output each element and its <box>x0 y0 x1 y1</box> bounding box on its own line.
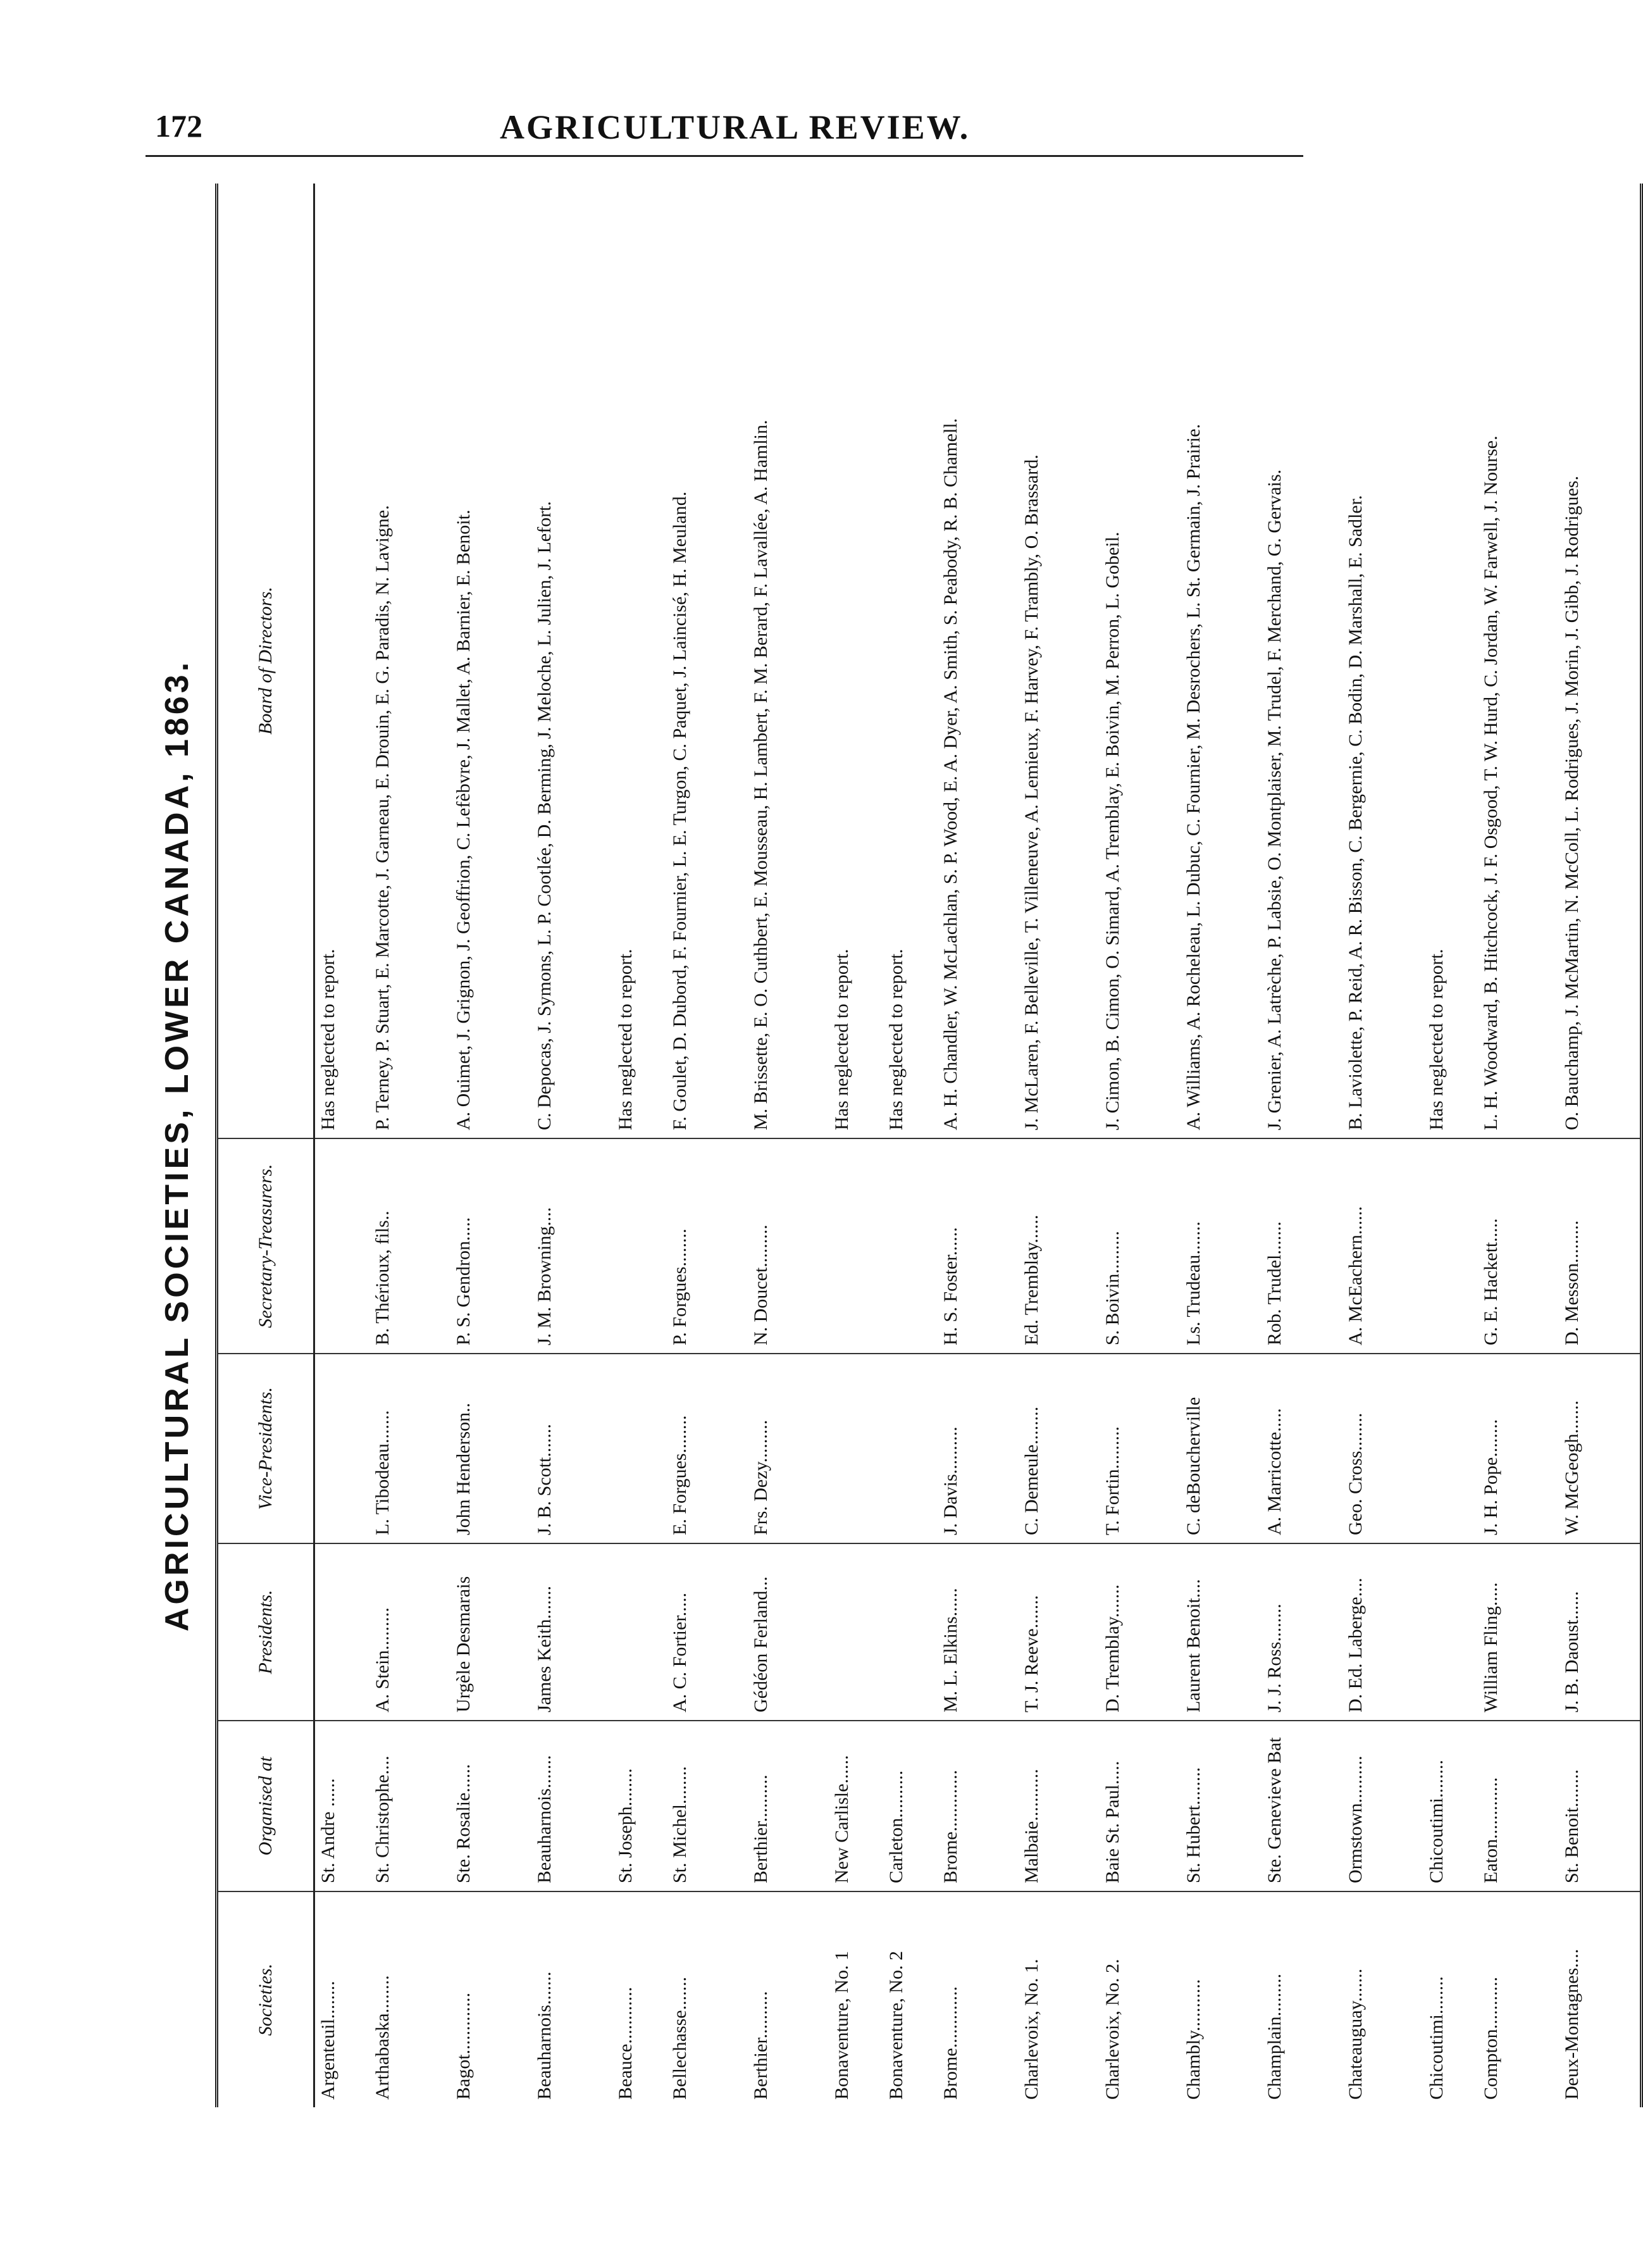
secretary-cell <box>883 1139 938 1354</box>
president-cell: William Fling..... <box>1478 1544 1559 1721</box>
president-cell <box>883 1544 938 1721</box>
organised-cell: St. Andre ...... <box>315 1721 369 1892</box>
board-cell: A. Ouimet, J. Grignon, J. Geoffrion, C. Lefèbvre, J. Mallet, A. Barnier, E. Benoit. <box>450 184 531 1139</box>
table-row <box>1423 184 1478 2107</box>
president-cell <box>829 1544 883 1721</box>
organised-cell: St. Michel........ <box>667 1721 748 1892</box>
organised-cell: St. Benoit........ <box>1559 1721 1640 1892</box>
society-cell: Beauharnois....... <box>534 1971 555 2100</box>
organised-cell: St. Christophe.... <box>369 1721 450 1892</box>
organised-cell: Eaton............. <box>1478 1721 1559 1892</box>
table-row <box>829 184 883 2107</box>
society-cell: Chambly........... <box>1183 1979 1204 2100</box>
table-row <box>450 184 531 2107</box>
board-cell: P. Terney, P. Stuart, E. Marcotte, J. Garneau, E. Drouin, E. G. Paradis, N. Lavigne. <box>369 184 450 1139</box>
board-cell: Has neglected to report. <box>883 184 938 1139</box>
organised-cell: Brome............. <box>938 1721 1019 1892</box>
vice-president-cell: J. H. Pope........ <box>1478 1354 1559 1544</box>
board-cell: A. H. Chandler, W. McLachlan, S. P. Wood, E. A. Dyer, A. Smith, S. Peabody, R. B. Chamell. <box>938 184 1019 1139</box>
society-cell: Bonaventure, No. 1 <box>831 1951 852 2100</box>
society-cell: Chateauguay....... <box>1345 1968 1366 2100</box>
board-cell: J. Cimon, B. Cimon, O. Simard, A. Tremblay, E. Boivin, M. Perron, L. Gobeil. <box>1100 184 1181 1139</box>
header-rule <box>146 155 1303 157</box>
president-cell: D. Tremblay....... <box>1100 1544 1181 1721</box>
organised-cell: Ste. Rosalie...... <box>450 1721 531 1892</box>
table-row <box>938 184 1019 2107</box>
table-row <box>1019 184 1100 2107</box>
vice-president-cell: Frs. Dezy......... <box>748 1354 829 1544</box>
president-cell: M. L. Elkins...... <box>938 1544 1019 1721</box>
board-cell: A. Williams, A. Rocheleau, L. Dubuc, C. Fournier, M. Desrochers, L. St. Germain, J. Prairie. <box>1181 184 1262 1139</box>
society-cell: Deux-Montagnes.... <box>1561 1948 1582 2100</box>
president-cell <box>612 1544 667 1721</box>
society-cell: Argenteuil........ <box>318 1981 338 2100</box>
president-cell: J. B. Daoust...... <box>1559 1544 1640 1721</box>
board-cell: F. Goulet, D. Dubord, F. Fournier, L. E. Turgon, C. Paquet, J. Laincisé, H. Meuland. <box>667 184 748 1139</box>
president-cell <box>315 1544 369 1721</box>
president-cell: D. Ed. Laberge.... <box>1342 1544 1423 1721</box>
secretary-cell <box>612 1139 667 1354</box>
header-vice-presidents: Vice-Presidents. <box>218 1354 313 1544</box>
vice-president-cell: W. McGeogh....... <box>1559 1354 1640 1544</box>
table-title: AGRICULTURAL SOCIETIES, LOWER CANADA, 1863. <box>159 659 195 1632</box>
secretary-cell: H. S. Foster...... <box>938 1139 1019 1354</box>
header-presidents: Presidents. <box>218 1544 313 1721</box>
table-row <box>667 184 748 2107</box>
table-row <box>1478 184 1559 2107</box>
secretary-cell: G. E. Hackett..... <box>1478 1139 1559 1354</box>
running-title: AGRICULTURAL REVIEW. <box>500 108 970 146</box>
secretary-cell: B. Thérioux, fils.. <box>369 1139 450 1354</box>
president-cell: James Keith....... <box>531 1544 612 1721</box>
table-row <box>748 184 829 2107</box>
society-cell: Chicoutimi........ <box>1426 1976 1447 2100</box>
organised-cell: Ormstown.......... <box>1342 1721 1423 1892</box>
table-row <box>1559 184 1640 2107</box>
organised-cell: Chicoutimi........ <box>1423 1721 1478 1892</box>
board-cell: O. Bauchamp, J. McMartin, N. McColl, L. Rodrigues, J. Morin, J. Gibb, J. Rodrigues. <box>1559 184 1640 1139</box>
society-cell: Charlevoix, No. 1. <box>1021 1959 1042 2100</box>
vice-president-cell <box>883 1354 938 1544</box>
society-cell: Bagot............. <box>453 1992 474 2100</box>
header-organised-at: Organised at <box>218 1721 313 1892</box>
vice-president-cell: C. Demeule........ <box>1019 1354 1100 1544</box>
header-societies: Societies. <box>255 1963 276 2036</box>
vice-president-cell: T. Fortin......... <box>1100 1354 1181 1544</box>
societies-table <box>215 184 1643 2107</box>
secretary-cell <box>829 1139 883 1354</box>
society-cell: Berthier.......... <box>750 1991 771 2100</box>
president-cell: Gédéon Ferland... <box>748 1544 829 1721</box>
page-number: 172 <box>155 108 202 144</box>
vice-president-cell <box>612 1354 667 1544</box>
table-row <box>315 184 369 2107</box>
secretary-cell: Rob. Trudel....... <box>1262 1139 1342 1354</box>
vice-president-cell: C. deBoucherville <box>1181 1354 1262 1544</box>
secretary-cell: J. M. Browning.... <box>531 1139 612 1354</box>
secretary-cell: N. Doucet......... <box>748 1139 829 1354</box>
table-row <box>612 184 667 2107</box>
society-cell: Bonaventure, No. 2 <box>886 1951 907 2100</box>
table-row <box>369 184 450 2107</box>
board-cell: J. McLaren, F. Belleville, T. Villeneuve, A. Lemieux, F. Harvey, F. Trambly, O. Brassard. <box>1019 184 1100 1139</box>
board-cell: M. Brissette, E. O. Cuthbert, E. Mousseau, H. Lambert, F. M. Berard, F. Lavallée, A. Hamlin. <box>748 184 829 1139</box>
president-cell: A. C. Fortier..... <box>667 1544 748 1721</box>
organised-cell: Ste. Genevieve Bat <box>1262 1721 1342 1892</box>
organised-cell: Baie St. Paul..... <box>1100 1721 1181 1892</box>
table-row <box>883 184 938 2107</box>
president-cell: A. Stein......... <box>369 1544 450 1721</box>
society-cell: Compton........... <box>1480 1976 1501 2100</box>
board-cell: B. Laviolette, P. Reid, A. R. Bisson, C. Bergernie, C. Bodin, D. Marshall, E. Sadler. <box>1342 184 1423 1139</box>
table-header-row <box>218 184 315 2107</box>
president-cell: Laurent Benoit.... <box>1181 1544 1262 1721</box>
table-row <box>1181 184 1262 2107</box>
president-cell: J. J. Ross........ <box>1262 1544 1342 1721</box>
board-cell: C. Depocas, J. Symons, L. P. Cootlée, D. Berming, J. Meloche, L. Julien, J. Lefort. <box>531 184 612 1139</box>
vice-president-cell: Geo. Cross........ <box>1342 1354 1423 1544</box>
secretary-cell: D. Messon......... <box>1559 1139 1640 1354</box>
vice-president-cell: J. B. Scott....... <box>531 1354 612 1544</box>
rotated-table-page <box>146 184 1582 2107</box>
vice-president-cell: L. Tibodeau....... <box>369 1354 450 1544</box>
society-cell: Beauce............ <box>615 1986 636 2100</box>
board-cell: Has neglected to report. <box>829 184 883 1139</box>
society-cell: Brome............. <box>940 1986 961 2100</box>
table-row <box>1262 184 1342 2107</box>
vice-president-cell: J. Davis.......... <box>938 1354 1019 1544</box>
organised-cell: New Carlisle...... <box>829 1721 883 1892</box>
table-row <box>1342 184 1423 2107</box>
board-cell: Has neglected to report. <box>1423 184 1478 1139</box>
organised-cell: St. Joseph........ <box>612 1721 667 1892</box>
society-cell: Charlevoix, No. 2. <box>1102 1959 1123 2100</box>
header-board-of-directors: Board of Directors. <box>218 184 313 1139</box>
board-cell: Has neglected to report. <box>315 184 369 1139</box>
organised-cell: Malbaie........... <box>1019 1721 1100 1892</box>
vice-president-cell: A. Marricotte..... <box>1262 1354 1342 1544</box>
secretary-cell: Ls. Trudeau....... <box>1181 1139 1262 1354</box>
vice-president-cell: John Henderson.. <box>450 1354 531 1544</box>
organised-cell: St. Hubert........ <box>1181 1721 1262 1892</box>
organised-cell: Carleton.......... <box>883 1721 938 1892</box>
board-cell: L. H. Woodward, B. Hitchcock, J. F. Osgood, T. W. Hurd, C. Jordan, W. Farwell, J. Nourse. <box>1478 184 1559 1139</box>
vice-president-cell <box>1423 1354 1478 1544</box>
president-cell <box>1423 1544 1478 1721</box>
secretary-cell: P. S. Gendron..... <box>450 1139 531 1354</box>
secretary-cell <box>315 1139 369 1354</box>
organised-cell: Beauharnois....... <box>531 1721 612 1892</box>
society-cell: Arthabaska........ <box>372 1975 393 2100</box>
header-secretary-treasurers: Secretary-Treasurers. <box>218 1139 313 1354</box>
society-cell: Champlain......... <box>1264 1973 1285 2100</box>
secretary-cell: Ed. Tremblay...... <box>1019 1139 1100 1354</box>
vice-president-cell <box>315 1354 369 1544</box>
organised-cell: Berthier.......... <box>748 1721 829 1892</box>
society-cell: Bellechasse....... <box>669 1976 690 2100</box>
secretary-cell: S. Boivin......... <box>1100 1139 1181 1354</box>
secretary-cell: A. McEachern...... <box>1342 1139 1423 1354</box>
secretary-cell <box>1423 1139 1478 1354</box>
secretary-cell: P. Forgues........ <box>667 1139 748 1354</box>
table-row <box>531 184 612 2107</box>
board-cell: J. Grenier, A. Latrèche, P. Labsie, O. Montplaiser, M. Trudel, F. Merchand, G. Gervais. <box>1262 184 1342 1139</box>
board-cell: Has neglected to report. <box>612 184 667 1139</box>
table-row <box>1100 184 1181 2107</box>
president-cell: Urgèle Desmarais <box>450 1544 531 1721</box>
vice-president-cell: E. Forgues........ <box>667 1354 748 1544</box>
president-cell: T. J. Reeve....... <box>1019 1544 1100 1721</box>
vice-president-cell <box>829 1354 883 1544</box>
